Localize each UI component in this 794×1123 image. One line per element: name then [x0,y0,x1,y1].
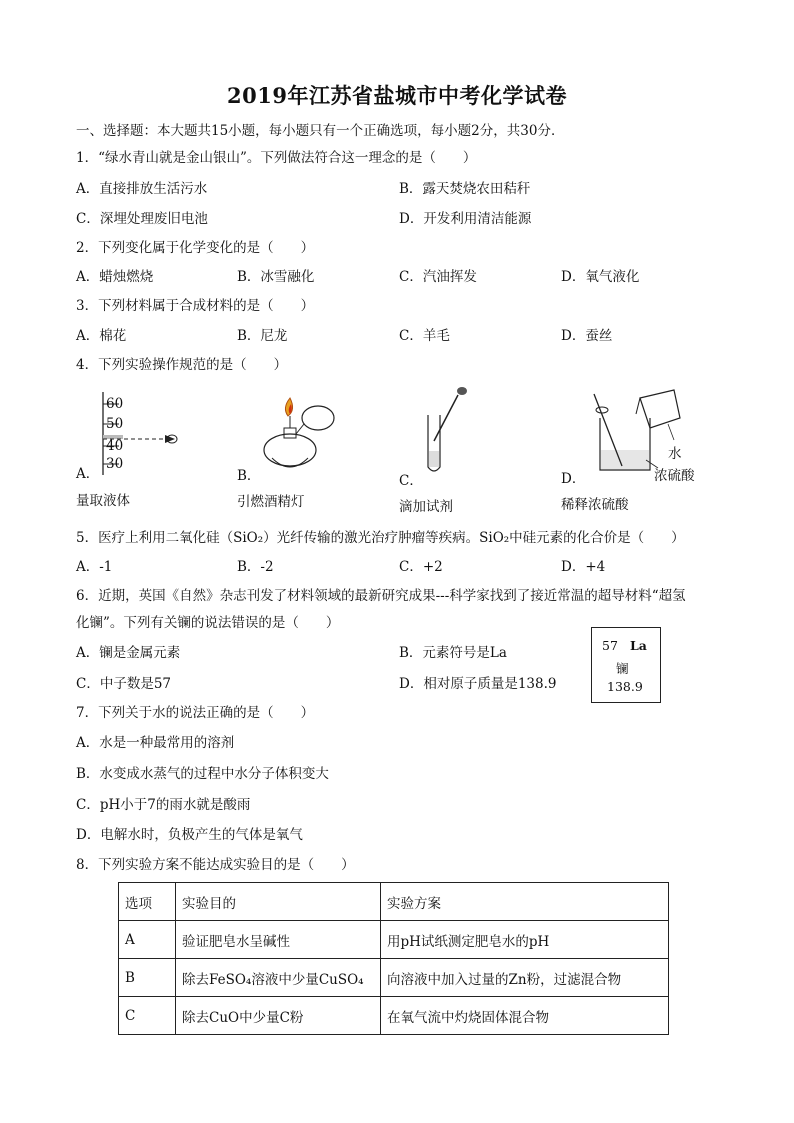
table-row [119,921,669,959]
q3-option-b: B．尼龙 [237,328,288,344]
q7-option-d: D．电解水时，负极产生的气体是氧气 [76,827,303,843]
q4-option-d: D． [561,471,586,487]
table-cell: 向溶液中加入过量的Zn粉，过滤混合物 [381,959,669,997]
q5-option-a: A．-1 [76,559,113,575]
label-water: 水 [668,446,682,462]
table-cell: 用pH试纸测定肥皂水的pH [381,921,669,959]
q1-option-a: A．直接排放生活污水 [76,181,208,197]
q2-option-a: A．蜡烛燃烧 [76,269,154,285]
q5-option-b: B．-2 [237,559,274,575]
table-cell: 除去FeSO₄溶液中少量CuSO₄ [176,959,381,997]
element-symbol: La [630,638,647,653]
header-cell: 选项 [119,883,176,921]
q7-option-b: B．水变成水蒸气的过程中水分子体积变大 [76,766,329,782]
exam-title: 2019年江苏省盐城市中考化学试卷 [227,83,567,108]
table-cell: 在氧气流中灼烧固体混合物 [381,997,669,1035]
atomic-mass: 138.9 [607,679,643,694]
q2-stem: 2．下列变化属于化学变化的是（ ） [76,240,315,256]
table-row [119,997,669,1035]
element-name: 镧 [616,661,629,676]
table-header-row [119,883,669,921]
q6-stem-line2: 化镧”。下列有关镧的说法错误的是（ ） [76,615,340,631]
q2-option-d: D．氧气液化 [561,269,640,285]
q8-table [118,882,669,1035]
q4-caption-d: 稀释浓硫酸 [561,497,629,513]
cylinder-tick-50: 50 [106,416,124,432]
header-cell: 实验目的 [176,883,381,921]
element-card-lanthanum [591,627,661,703]
q4-caption-a: 量取液体 [76,493,130,509]
q1-option-d: D．开发利用清洁能源 [399,211,532,227]
table-cell: B [119,959,176,997]
q5-option-d: D．+4 [561,559,606,575]
q4-caption-b: 引燃酒精灯 [237,494,305,510]
table-cell: A [119,921,176,959]
table-cell: 除去CuO中少量C粉 [176,997,381,1035]
q7-option-c: C．pH小于7的雨水就是酸雨 [76,797,251,813]
cylinder-tick-30: 30 [106,456,124,472]
q6-option-b: B．元素符号是La [399,645,507,661]
cylinder-tick-60: 60 [106,396,124,412]
section-header: 一、选择题：本大题共15小题，每小题只有一个正确选项，每小题2分，共30分． [76,123,565,139]
q1-stem: 1．“绿水青山就是金山银山”。下列做法符合这一理念的是（ ） [76,150,477,166]
q2-option-c: C．汽油挥发 [399,269,477,285]
q6-option-a: A．镧是金属元素 [76,645,181,661]
q1-option-c: C．深埋处理废旧电池 [76,211,208,227]
q2-option-b: B．冰雪融化 [237,269,315,285]
figure-alcohol-lamp [258,388,348,483]
q4-stem: 4．下列实验操作规范的是（ ） [76,357,288,373]
table-cell: 验证肥皂水呈碱性 [176,921,381,959]
q6-stem-line1: 6．近期，英国《自然》杂志刊发了材料领域的最新研究成果---科学家找到了接近常温的超导材料“超氢 [76,588,686,604]
q5-option-c: C．+2 [399,559,443,575]
q3-option-a: A．棉花 [76,328,127,344]
q4-caption-c: 滴加试剂 [399,499,453,515]
table-row [119,959,669,997]
q5-stem: 5．医疗上利用二氧化硅（SiO₂）光纤传输的激光治疗肿瘤等疾病。SiO₂中硅元素的化合价是（ ） [76,530,685,546]
q6-option-d: D．相对原子质量是138.9 [399,676,557,692]
q3-option-c: C．羊毛 [399,328,450,344]
q3-option-d: D．蚕丝 [561,328,613,344]
table-cell: C [119,997,176,1035]
q4-option-b: B． [237,468,261,484]
q3-stem: 3．下列材料属于合成材料的是（ ） [76,298,315,314]
q4-option-c: C． [399,473,423,489]
q6-option-c: C．中子数是57 [76,676,172,692]
cylinder-tick-40: 40 [106,438,124,454]
label-conc-sulfuric-acid: 浓硫酸 [654,468,695,484]
figure-dropper-test-tube [420,385,480,480]
header-cell: 实验方案 [381,883,669,921]
atomic-number: 57 [602,638,618,653]
q7-stem: 7．下列关于水的说法正确的是（ ） [76,705,315,721]
q1-option-b: B．露天焚烧农田秸秆 [399,181,531,197]
q8-stem: 8．下列实验方案不能达成实验目的是（ ） [76,857,355,873]
q4-option-a: A． [76,466,100,482]
q7-option-a: A．水是一种最常用的溶剂 [76,735,235,751]
